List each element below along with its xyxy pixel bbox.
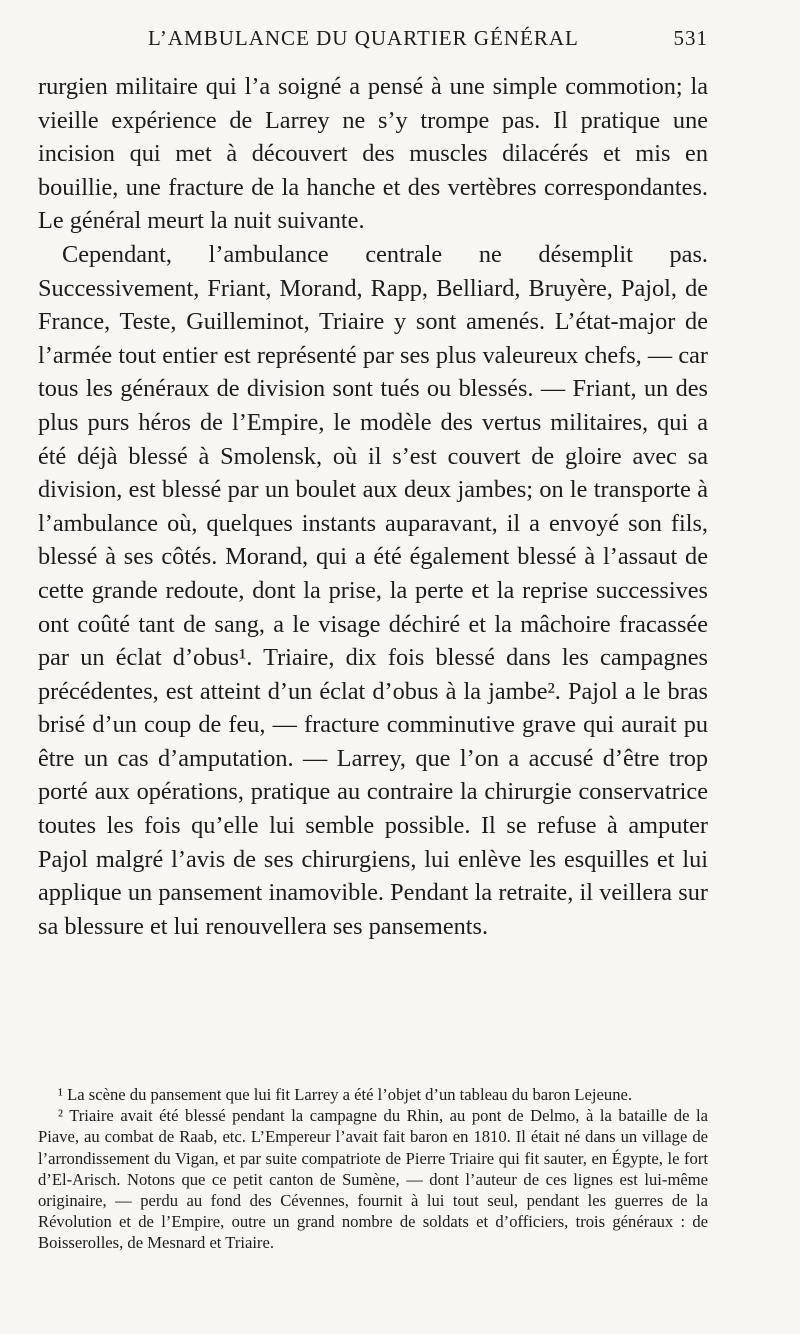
paragraph-ambulance: Cependant, l’ambulance centrale ne désemplit pas. Successivement, Friant, Morand, Rapp, Belliard, Bruyère, Pajol, de France, Teste, Guilleminot, Triaire y sont amenés. L’état-major de l’armée tout entier est représenté par ses plus valeureux chefs, — car tous les généraux de division sont tués ou blessés. — Friant, un des plus purs héros de l’Empire, le modèle des vertus militaires, qui a été déjà blessé à Smolensk, où il s’est couvert de gloire avec sa division, est blessé par un boulet aux deux jambes; on le transporte à l’ambulance où, quelques instants auparavant, il a envoyé son fils, blessé à ses côtés. Morand, qui a été également blessé à l’assaut de cette grande redoute, dont la prise, la perte et la reprise successives ont coûté tant de sang, a le visage déchiré et la mâchoire fracassée par un éclat d’obus¹. Triaire, dix fois blessé dans les campagnes précédentes, est atteint d’un éclat d’obus à la jambe². Pajol a le bras brisé d’un coup de feu, — fracture comminutive grave qui aurait pu être un cas d’amputation. — Larrey, que l’on a accusé d’être trop porté aux opérations, pratique au contraire la chirurgie conservatrice toutes les fois qu’elle lui semble possible. Il se refuse à amputer Pajol malgré l’avis de ses chirurgiens, lui enlève les esquilles et lui applique un pansement inamovible. Pendant la retraite, il veillera sur sa blessure et lui renouvellera ses pansements.: [38, 240, 708, 940]
body-text: [38, 70, 708, 943]
footnotes: [38, 1084, 708, 1254]
running-title: L’AMBULANCE DU QUARTIER GÉNÉRAL: [148, 26, 579, 50]
footnote-2: ² Triaire avait été blessé pendant la campagne du Rhin, au pont de Delmo, à la bataille de la Piave, au combat de Raab, etc. L’Empereur l’avait fait baron en 1810. Il était né dans un village de l’arrondissement du Vigan, et par suite compatriote de Pierre Triaire qui fit sauter, en Égypte, le fort d’El-Arisch. Notons que ce petit canton de Sumène, — dont l’auteur de ces lignes est lui-même originaire, — perdu au fond des Cévennes, fournit à lui tout seul, pendant les guerres de la Révolution et de l’Empire, outre un grand nombre de soldats et d’officiers, trois généraux : de Boisserolles, de Mesnard et Triaire.: [38, 1106, 708, 1253]
page-number: 531: [673, 26, 708, 50]
paragraph-continued: rurgien militaire qui l’a soigné a pensé à une simple commotion; la vieille expérience de Larrey ne s’y trompe pas. Il pratique une incision qui met à découvert des muscles dilacérés et mis en bouillie, une fracture de la hanche et des vertèbres correspondantes. Le général meurt la nuit suivante.: [38, 73, 708, 235]
running-head: [38, 26, 708, 56]
footnote-1: ¹ La scène du pansement que lui fit Larrey a été l’objet d’un tableau du baron Lejeune.: [58, 1085, 632, 1104]
